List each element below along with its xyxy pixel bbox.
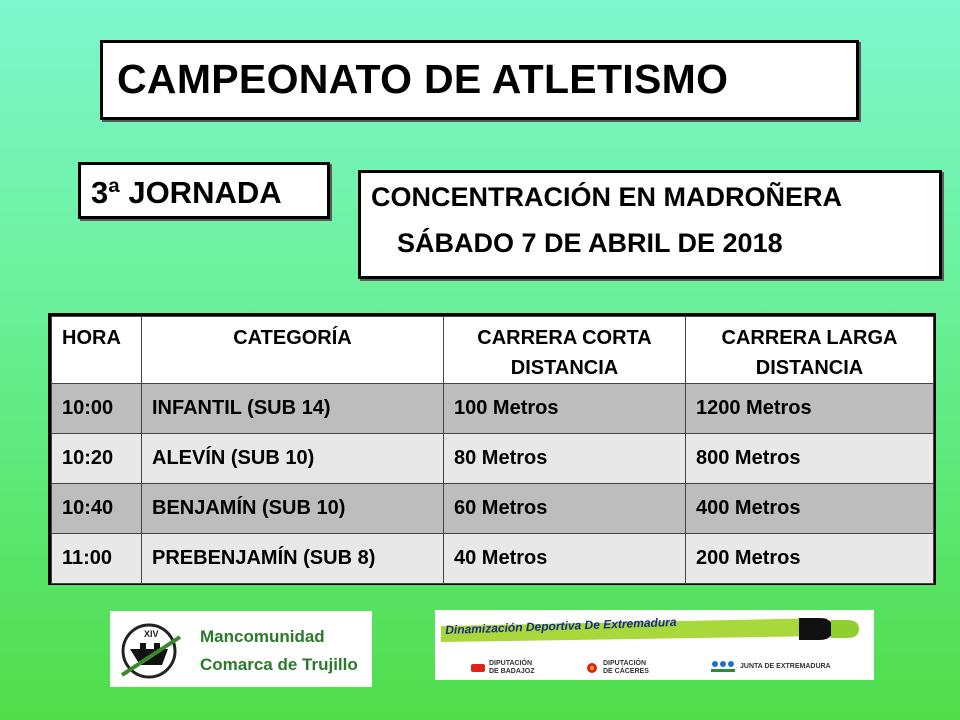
caceres-icon: [585, 662, 599, 674]
jornada-label: 3ª JORNADA: [91, 175, 282, 210]
table-row: [52, 384, 934, 434]
concentracion-box: [358, 170, 942, 279]
table-header-row: [52, 317, 934, 384]
schedule-table: [48, 313, 936, 585]
cell-hora: 10:40: [52, 484, 142, 534]
cell-hora: 11:00: [52, 534, 142, 584]
table-row: [52, 484, 934, 534]
cell-corta: 60 Metros: [444, 484, 686, 534]
title-box: [100, 40, 859, 120]
dinamizacion-slogan: Dinamización Deportiva De Extremadura: [445, 614, 677, 637]
badajoz-icon: [471, 662, 485, 674]
cell-categoria: INFANTIL (SUB 14): [142, 384, 444, 434]
cell-larga: 1200 Metros: [686, 384, 934, 434]
sponsor-junta: JUNTA DE EXTREMADURA: [710, 660, 831, 674]
cell-larga: 800 Metros: [686, 434, 934, 484]
mancomunidad-emblem-icon: [118, 619, 184, 681]
mancomunidad-line1: Mancomunidad: [200, 627, 325, 646]
cell-categoria: BENJAMÍN (SUB 10): [142, 484, 444, 534]
svg-text:XIV: XIV: [144, 629, 159, 639]
col-header-carrera-larga: CARRERA LARGA DISTANCIA: [686, 317, 934, 384]
col-header-hora: HORA: [52, 317, 142, 384]
cell-larga: 200 Metros: [686, 534, 934, 584]
cell-categoria: ALEVÍN (SUB 10): [142, 434, 444, 484]
jornada-box: [78, 162, 330, 219]
sponsor-badajoz: DIPUTACIÓN DE BADAJOZ: [471, 660, 535, 676]
table-row: [52, 434, 934, 484]
cell-corta: 100 Metros: [444, 384, 686, 434]
mancomunidad-line2: Comarca de Trujillo: [200, 655, 358, 674]
col-header-carrera-corta: CARRERA CORTA DISTANCIA: [444, 317, 686, 384]
cell-corta: 40 Metros: [444, 534, 686, 584]
cell-hora: 10:00: [52, 384, 142, 434]
col-header-categoria: CATEGORÍA: [142, 317, 444, 384]
dinamizacion-logo: [435, 610, 874, 680]
cell-corta: 80 Metros: [444, 434, 686, 484]
table-row: [52, 534, 934, 584]
mancomunidad-logo: [110, 611, 372, 687]
sponsor-caceres: DIPUTACIÓN DE CÁCERES: [585, 660, 649, 676]
cell-categoria: PREBENJAMÍN (SUB 8): [142, 534, 444, 584]
concentracion-label: CONCENTRACIÓN EN MADROÑERA: [371, 182, 842, 212]
cell-larga: 400 Metros: [686, 484, 934, 534]
dd-mark-icon: [795, 614, 867, 644]
cell-hora: 10:20: [52, 434, 142, 484]
junta-icon: [710, 660, 736, 674]
fecha-label: SÁBADO 7 DE ABRIL DE 2018: [397, 228, 783, 258]
page-title: CAMPEONATO DE ATLETISMO: [117, 56, 729, 102]
